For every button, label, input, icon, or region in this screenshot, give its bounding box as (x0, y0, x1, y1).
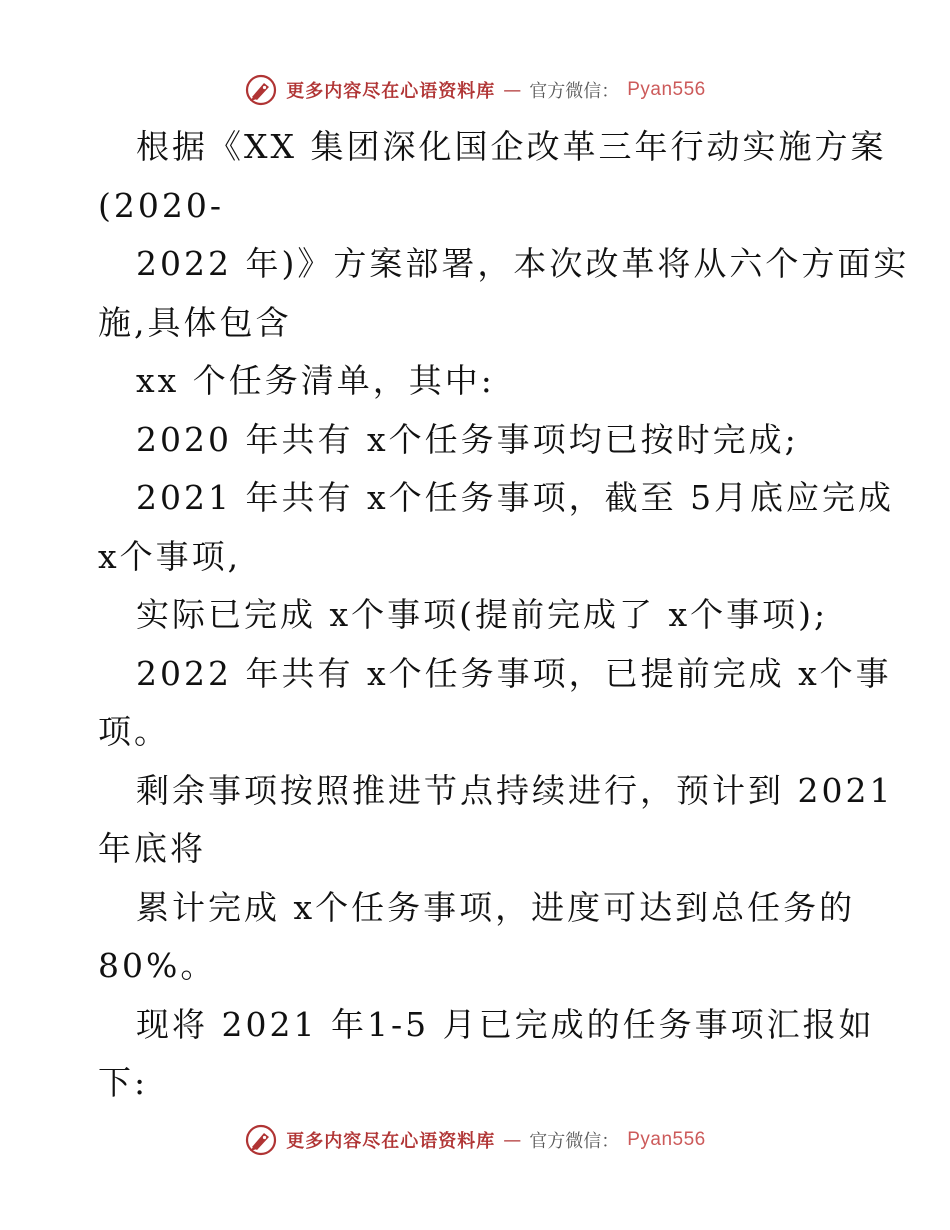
body-line: xx 个任务清单，其中: (136, 361, 495, 400)
body-line: 项。 (98, 712, 170, 751)
header-banner (0, 70, 950, 110)
wechat-label: 官方微信： (529, 81, 620, 102)
body-line: 下: (98, 1063, 149, 1102)
wechat-id: Pyan556 (627, 1129, 706, 1150)
body-line: 2022 年)》方案部署，本次改革将从六个方面实 (136, 244, 910, 283)
wechat-id: Pyan556 (627, 79, 706, 100)
footer-banner (0, 1120, 950, 1160)
promo-text: 更多内容尽在心语资料库 (286, 81, 496, 102)
body-line: 2020 年共有 x个任务事项均已按时完成; (136, 419, 799, 459)
body-line: 累计完成 x个任务事项，进度可达到总任务的 (136, 887, 856, 927)
promo-dash: — (503, 79, 522, 101)
body-line: 2021 年共有 x个任务事项，截至 5月底应完成 (136, 478, 895, 517)
promo-dash: — (503, 1129, 522, 1151)
body-line: 80%。 (98, 946, 217, 985)
body-line: 现将 2021 年1-5 月已完成的任务事项汇报如 (136, 1004, 875, 1044)
pen-nib-logo-icon (244, 1123, 278, 1157)
body-line: 根据《XX 集团深化国企改革三年行动实施方案 (136, 127, 887, 166)
wechat-label: 官方微信： (529, 1131, 620, 1152)
document-body (98, 118, 910, 1113)
body-line: (2020- (98, 185, 225, 225)
body-line: x个事项, (98, 536, 242, 576)
body-line: 年底将 (98, 829, 206, 868)
body-line: 2022 年共有 x个任务事项，已提前完成 x个事 (136, 653, 892, 693)
body-line: 施,具体包含 (98, 302, 292, 342)
body-line: 实际已完成 x个事项(提前完成了 x个事项); (136, 595, 829, 634)
body-line: 剩余事项按照推进节点持续进行，预计到 2021 (136, 770, 894, 810)
promo-text: 更多内容尽在心语资料库 (286, 1131, 496, 1152)
pen-nib-logo-icon (244, 73, 278, 107)
